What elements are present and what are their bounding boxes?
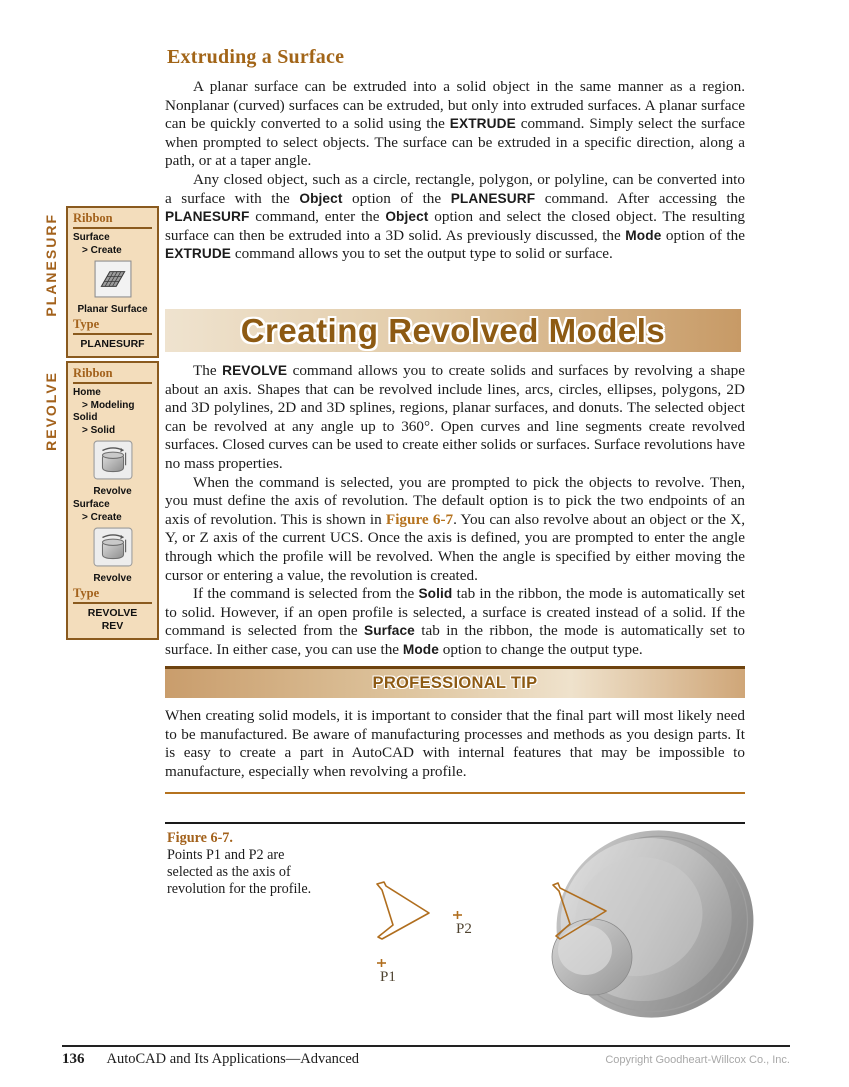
rubric-rule <box>73 333 152 335</box>
p2-marker-label: P2 <box>456 921 472 937</box>
main-column <box>165 0 745 1087</box>
paragraph: A planar surface can be extruded into a solid object in the same manner as a region. Nonplanar (curved) surfaces can be extruded, but only into extruded surfaces. A planar surface can be quickly converted to a solid using the EXTRUDE command. Simply select the surface when prompted to select objects. The surface can be extruded in a specific direction, along a path, or at a taper angle. <box>165 78 745 170</box>
p1-marker-label: P1 <box>380 969 396 985</box>
rubric-rule <box>73 227 152 229</box>
page-number: 136 <box>62 1051 85 1067</box>
revolve-icon <box>73 440 152 485</box>
rubric-rule <box>73 382 152 384</box>
professional-tip-title: PROFESSIONAL TIP <box>372 674 538 692</box>
paragraph: Any closed object, such as a circle, rectangle, polygon, or polyline, can be converted into a surface with the Object option of the PLANESURF command. After accessing the PLANESURF command, enter the Object option and select the closed object. The resulting surface can then be extruded into a 3D solid. As previously discussed, the Mode option of the EXTRUDE command allows you to set the output type to solid or surface. <box>165 170 746 263</box>
ribbon-path-item: Solid <box>73 412 98 423</box>
paragraph: If the command is selected from the Solid tab in the ribbon, the mode is automatically set to solid. However, if an open profile is selected, a surface is created instead of a solid. If the command is selected from the Surface tab in the ribbon, the mode is automatically set to surface. In either case, you can use the Mode option to change the output type. <box>165 585 745 658</box>
profile-drawing <box>355 857 505 992</box>
icon-caption: Revolve <box>93 573 132 584</box>
rubric-rule <box>73 602 152 604</box>
figure-caption-text: Points P1 and P2 are selected as the axis of revolution for the profile. <box>167 847 312 897</box>
professional-tip-body: When creating solid models, it is important to consider that the final part will most likely need to be manufactured. Be aware of manufacturing processes and methods as you design parts. It is easy to create a part in AutoCAD with internal features that may be impossible to manufacture, especially when revolving a profile. <box>165 707 745 780</box>
ribbon-path-item: Surface <box>73 232 110 243</box>
figure-label: Figure 6-7. <box>167 830 233 846</box>
revolve-profile-sketch <box>355 857 505 987</box>
ribbon-path-item: Home <box>73 387 101 398</box>
book-title: AutoCAD and Its Applications—Advanced <box>106 1051 360 1067</box>
professional-tip-banner <box>165 669 745 698</box>
revolve-icon <box>73 527 152 572</box>
type-heading: Type <box>73 317 100 331</box>
ribbon-path-item: > Solid <box>82 424 116 436</box>
revolve-vertical-label: REVOLVE <box>43 370 59 451</box>
revolve-icon <box>93 440 133 480</box>
ribbon-heading: Ribbon <box>73 211 113 225</box>
chapter-banner-title: Creating Revolved Models <box>240 311 666 349</box>
revolve-text <box>165 362 745 660</box>
professional-tip-box <box>165 666 745 794</box>
type-value: PLANESURF <box>80 338 145 350</box>
figure-6-7 <box>165 822 745 1039</box>
ribbon-path-item: > Create <box>82 511 122 523</box>
planar-surface-icon <box>94 260 132 298</box>
revolved-model-drawing <box>530 824 765 1034</box>
icon-caption: Revolve <box>93 486 132 497</box>
paragraph: The REVOLVE command allows you to create solids and surfaces by revolving a shape about an axis. Shapes that can be revolved include lines, arcs, circles, ellipses, polygons, 2D and 3D polylines, 2D and 3D splines, regions, planar surfaces, and donuts. The selected object can be revolved at any angle up to 360°. Open curves and line segments create revolved surfaces. Closed curves can be used to create either solids or surfaces. Surface revolutions have no mass properties. <box>165 362 745 472</box>
chapter-banner <box>165 309 741 352</box>
ribbon-path-item: Surface <box>73 499 110 510</box>
ribbon-path-item: > Modeling <box>82 399 135 411</box>
figure-caption <box>167 830 325 898</box>
copyright-notice: Copyright Goodheart-Willcox Co., Inc. <box>605 1054 790 1066</box>
planesurf-vertical-label-wrap <box>40 206 62 324</box>
revolve-command-box <box>66 361 159 640</box>
page-footer <box>62 1045 790 1068</box>
type-value: REVOLVE <box>87 607 138 619</box>
revolved-model-3d <box>530 824 765 1029</box>
paragraph: When the command is selected, you are prompted to pick the objects to revolve. Then, you must define the axis of revolution. The default option is to pick the two endpoints of an axis of revolution. This is shown in Figure 6-7. You can also revolve about an object or the X, Y, or Z axis of the current UCS. Once the axis is defined, you are prompted to enter the angle through which the profile will be revolved. When the angle is specified by either moving the cursor or entering a value, the revolution is created. <box>165 473 745 584</box>
planesurf-command-box <box>66 206 159 358</box>
ribbon-path-item: > Create <box>82 244 122 256</box>
extruding-text <box>165 78 745 264</box>
type-value: REV <box>101 620 124 632</box>
revolve-icon <box>93 527 133 567</box>
revolve-vertical-label-wrap <box>40 363 62 458</box>
planesurf-vertical-label: PLANESURF <box>43 213 59 317</box>
type-heading: Type <box>73 586 100 600</box>
planar-surface-icon <box>73 260 152 303</box>
section-heading: Extruding a Surface <box>167 46 345 68</box>
icon-caption: Planar Surface <box>77 304 148 315</box>
ribbon-heading: Ribbon <box>73 366 113 380</box>
